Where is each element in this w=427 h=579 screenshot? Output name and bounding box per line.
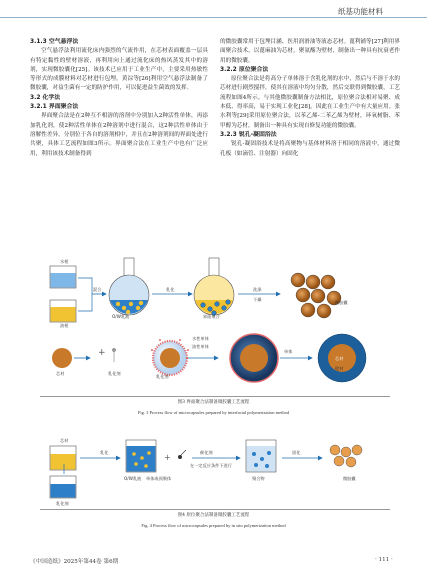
fig4-label-ow-emulsion: O/W乳液 <box>124 476 142 481</box>
fig3-label-water-phase: 水相 <box>60 259 69 264</box>
body-paragraph: 锐孔-凝固浴技术是将高聚物与基体材料溶于相同的溶液中，通过微孔板（如滴管、注射器）向固化 <box>220 141 400 157</box>
emulsifier-glyph <box>112 348 115 362</box>
fig3-label-wash: 洗涤 <box>253 287 262 292</box>
fig4-label-microcapsule: 微胶囊 <box>343 476 356 481</box>
fig3-label-core-inner: 芯材 <box>335 356 344 361</box>
journal-section-label: 纸基功能材料 <box>338 7 383 16</box>
fig3-label-ow-emulsion: O/W乳液 <box>112 314 130 319</box>
oil-phase-beaker <box>50 300 76 322</box>
section-heading: 3.2.1 界面聚合法 <box>30 104 79 111</box>
water-phase-beaker <box>50 266 76 288</box>
core-droplet <box>52 348 72 368</box>
fig4-label-core: 芯材 <box>60 438 69 443</box>
emulsified-droplet <box>151 339 189 375</box>
footer-journal-issue: 《中国造纸》2025年第44卷 第6期 <box>30 559 119 565</box>
fig3-caption-rule <box>40 396 390 397</box>
fig3-label-oil-phase: 油相 <box>60 323 69 328</box>
header-rule <box>0 17 427 18</box>
fig4-label-cure: 固化 <box>292 450 301 455</box>
right-text-column <box>220 38 400 159</box>
section-heading: 3.2.3 锐孔-凝固浴法 <box>220 131 277 138</box>
fig4-label-monomer-prepolymer: 单体或预聚体 <box>146 476 172 481</box>
section-heading: 3.2 化学法 <box>30 94 61 101</box>
fig4-label-emulsifier: 乳化剂 <box>56 501 69 506</box>
svg-text:+: + <box>98 348 106 358</box>
prepolymer-glyph <box>178 450 186 459</box>
body-paragraph: 原位聚合法是将高分子单体溶于含乳化剂的水中，然后与不溶于水的芯材进行剧烈搅拌，使其在溶液中均匀分散，然后交联得到微胶囊，工艺流程如图4所示。与其他微胶囊制备方法相比，原位聚合法相对易聚、成本低、得率高，易于实现工业化[28]，因此在工业生产中有大量应用。张水利等[29]采用原位聚合法，以苯乙烯-二苯乙烯为壁材，环氧树脂、苯甲醇为芯材，制备出一种具有实现自修复功能的微胶囊。 <box>220 76 400 129</box>
fig3-caption-cn: 图3 界面聚合法制备微胶囊工艺流程 <box>177 400 250 405</box>
fig3-label-shell: 壁材 <box>335 366 344 371</box>
fig4-caption-en: Fig. 4 Process flow of microcapsules prepared by in situ polymerization method <box>141 523 286 528</box>
microcapsule-cluster <box>291 273 341 318</box>
fig4-caption-cn: 图4 原位聚合法制备微胶囊工艺流程 <box>177 513 250 518</box>
section-heading: 3.2.2 原位聚合法 <box>220 66 269 73</box>
fig3-label-emulsifier: 乳化剂 <box>108 371 121 376</box>
svg-text:+: + <box>164 453 171 462</box>
fig3-label-microcapsule: 微胶囊 <box>335 300 348 305</box>
polymer-beaker <box>246 440 276 472</box>
footer-page-number: · 111 · <box>375 557 393 563</box>
fig4-label-reaction-cond: 在一定反应条件下进行 <box>190 463 232 468</box>
fig3-label-interface-poly: 界面聚合 <box>203 314 220 319</box>
emulsifier-beaker-fig4 <box>50 476 76 498</box>
body-paragraph: 界面聚合法是在2种互不相溶的溶剂中分别加入2种活性单体，再添加乳化剂，使2种活性单体在2种溶剂中进行混合，这2种活性单体由于溶解性差异，分别位于各自的溶剂相中，并且在2种溶剂间的界面处进行共聚，具体工艺流程如图3所示。界面聚合法在工业生产中也有广泛应用，利用该技术制备得到 <box>30 113 208 157</box>
fig4-label-polymer: 聚合物 <box>252 476 265 481</box>
fig4-label-emulsify: 乳化 <box>100 450 109 455</box>
fig3-label-dry: 干燥 <box>253 297 262 302</box>
fig3-label-emulsify: 乳化 <box>166 287 175 292</box>
polymerized-droplet <box>230 334 278 382</box>
fig3-label-mix: 混合 <box>93 287 102 292</box>
flask-interface-polymerization <box>194 258 234 315</box>
left-text-column <box>30 38 208 159</box>
fig3-label-oil-monomer: 油性单体 <box>192 344 209 349</box>
core-beaker <box>50 446 76 470</box>
fig3-label-emulsified: 乳化剂 <box>156 374 169 379</box>
fig3-label-aqueous-monomer: 水性单体 <box>192 336 209 341</box>
body-paragraph: 空气悬浮法利用流化床内强烈的气流作用，在芯材表面覆盖一层具有特定黏性的壁材溶液，再利用向上通过流化床的热风蒸发其中的溶剂，实现微胶囊化[25]。该技术已应用于工业生产中，主要采用热敏性等形式的成膜材料对芯材进行包埋。黄淙等[26]利用空气悬浮法制备了微胶囊，对益生菌有一定的防护作用，可以促进益生菌效的发挥。 <box>30 48 208 92</box>
fig3-caption-en: Fig. 3 Process flow of microcapsules prepared by interfacial polymerization method <box>137 410 290 415</box>
flask-ow-emulsion <box>109 258 149 315</box>
fig3-label-core: 芯材 <box>56 371 65 376</box>
microcapsule-cluster-fig4 <box>330 445 362 467</box>
section-heading: 3.1.3 空气悬浮法 <box>30 39 79 45</box>
fig4-label-catalyst: 催化剂 <box>200 450 213 455</box>
fig3-label-monomer: 单体 <box>284 349 293 354</box>
body-paragraph: 的微胶囊常用于包埋目涵、医用润滑油等液态芯材。蓖利铺等[27]利用界面聚合技术，以蓖麻油为芯材，聚氨酯为壁材，制备出一种具有抗衰老作用的微胶囊。 <box>220 39 400 64</box>
fig4-caption-rule <box>40 509 390 510</box>
ow-emulsion-beaker <box>126 440 156 472</box>
